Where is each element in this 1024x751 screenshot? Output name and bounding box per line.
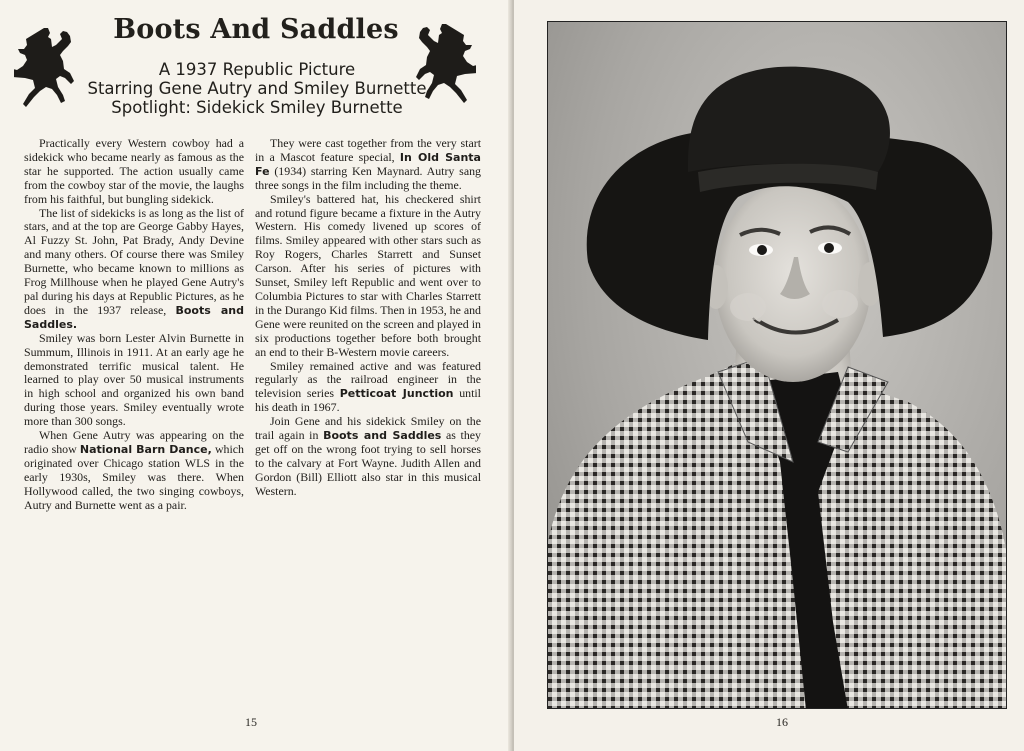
paragraph: [255, 415, 481, 498]
paragraph-text: Smiley remained active and was featured regularly as the railroad engineer in the television series: [255, 358, 481, 401]
paragraph-text: They were cast together from the very start in a Mascot feature special,: [255, 136, 481, 164]
paragraph-text: which originated over Chicago station WLS in the early 1930s, Smiley was there. When Hollywood called, the two singing cowboys, Autry and Burnette went as a pair.: [24, 441, 244, 512]
page-title: Boots And Saddles: [113, 14, 399, 45]
paragraph: Smiley was born Lester Alvin Burnette in Summum, Illinois in 1911. At an early age he demonstrated terrific musical talent. He learned to play over 50 musical instruments in high school and organized his own band during those years. Smiley eventually wrote more than 300 songs.: [24, 330, 244, 429]
radio-show-title: National Barn Dance,: [79, 442, 212, 456]
paragraph: [255, 360, 481, 416]
paragraph-text: as they get off on the wrong foot trying to sell horses to the calvary at Fort Wayne. Judith Allen and Gordon (Bill) Elliott also star in this musical Western.: [255, 428, 481, 498]
page-number: 16: [776, 715, 788, 729]
paragraph-text: until his death in 1967.: [255, 386, 481, 415]
subtitle-line: A 1937 Republic Picture: [158, 60, 356, 79]
subtitle-line: Starring Gene Autry and Smiley Burnette: [87, 79, 427, 98]
tv-series-title: Petticoat Junction: [339, 387, 454, 401]
paragraph: Smiley's battered hat, his checkered shirt and rotund figure became a fixture in the Autry Western. His comedy livened up scores of films. Smiley appeared with other stars such as Roy Rogers, Charles Starrett and Sunset Carson. After his series of pictures with Sunset, Smiley left Republic and went over to Columbia Pictures to star with Charles Starrett in the Durango Kid films. Then in 1953, he and Gene were reunited on the screen and played in six productions together before both brought an end to their B-Western movie careers.: [255, 191, 481, 359]
page-number: 15: [245, 715, 257, 729]
portrait-illustration: [548, 22, 1007, 709]
subtitle-line: Spotlight: Sidekick Smiley Burnette: [111, 98, 403, 117]
paragraph: [255, 137, 481, 193]
film-title: In Old Santa Fe: [255, 150, 481, 178]
film-title: Boots and Saddles.: [24, 303, 245, 331]
paragraph-text: (1934) starring Ken Maynard. Autry sang three songs in the film including the theme.: [255, 163, 481, 192]
paragraph-text: The list of sidekicks is as long as the list of stars, and at the top are George Gabby Hayes, Al Fuzzy St. John, Pat Brady, Andy Devine and many others. Of course there was Smiley Burnette, who became known to millions as Frog Millhouse when he played Gene Autry's pal during his days at Republic Pictures, as he does in the 1937 release,: [24, 205, 244, 317]
paragraph: [24, 207, 244, 332]
paragraph: [24, 429, 244, 512]
film-title: Boots and Saddles: [323, 429, 442, 443]
portrait-photo: [547, 21, 1007, 709]
paragraph-text: When Gene Autry was appearing on the radio show: [24, 428, 244, 456]
paragraph: Practically every Western cowboy had a sidekick who became nearly as famous as the star he supported. The action usually came from the cowboy star of the movie, the laughs from his faithful, but bungling sidekick.: [24, 136, 244, 206]
paragraph-text: Join Gene and his sidekick Smiley on the trail again in: [255, 414, 481, 443]
article-column-2: [255, 137, 481, 499]
article-column-1: [24, 137, 244, 512]
